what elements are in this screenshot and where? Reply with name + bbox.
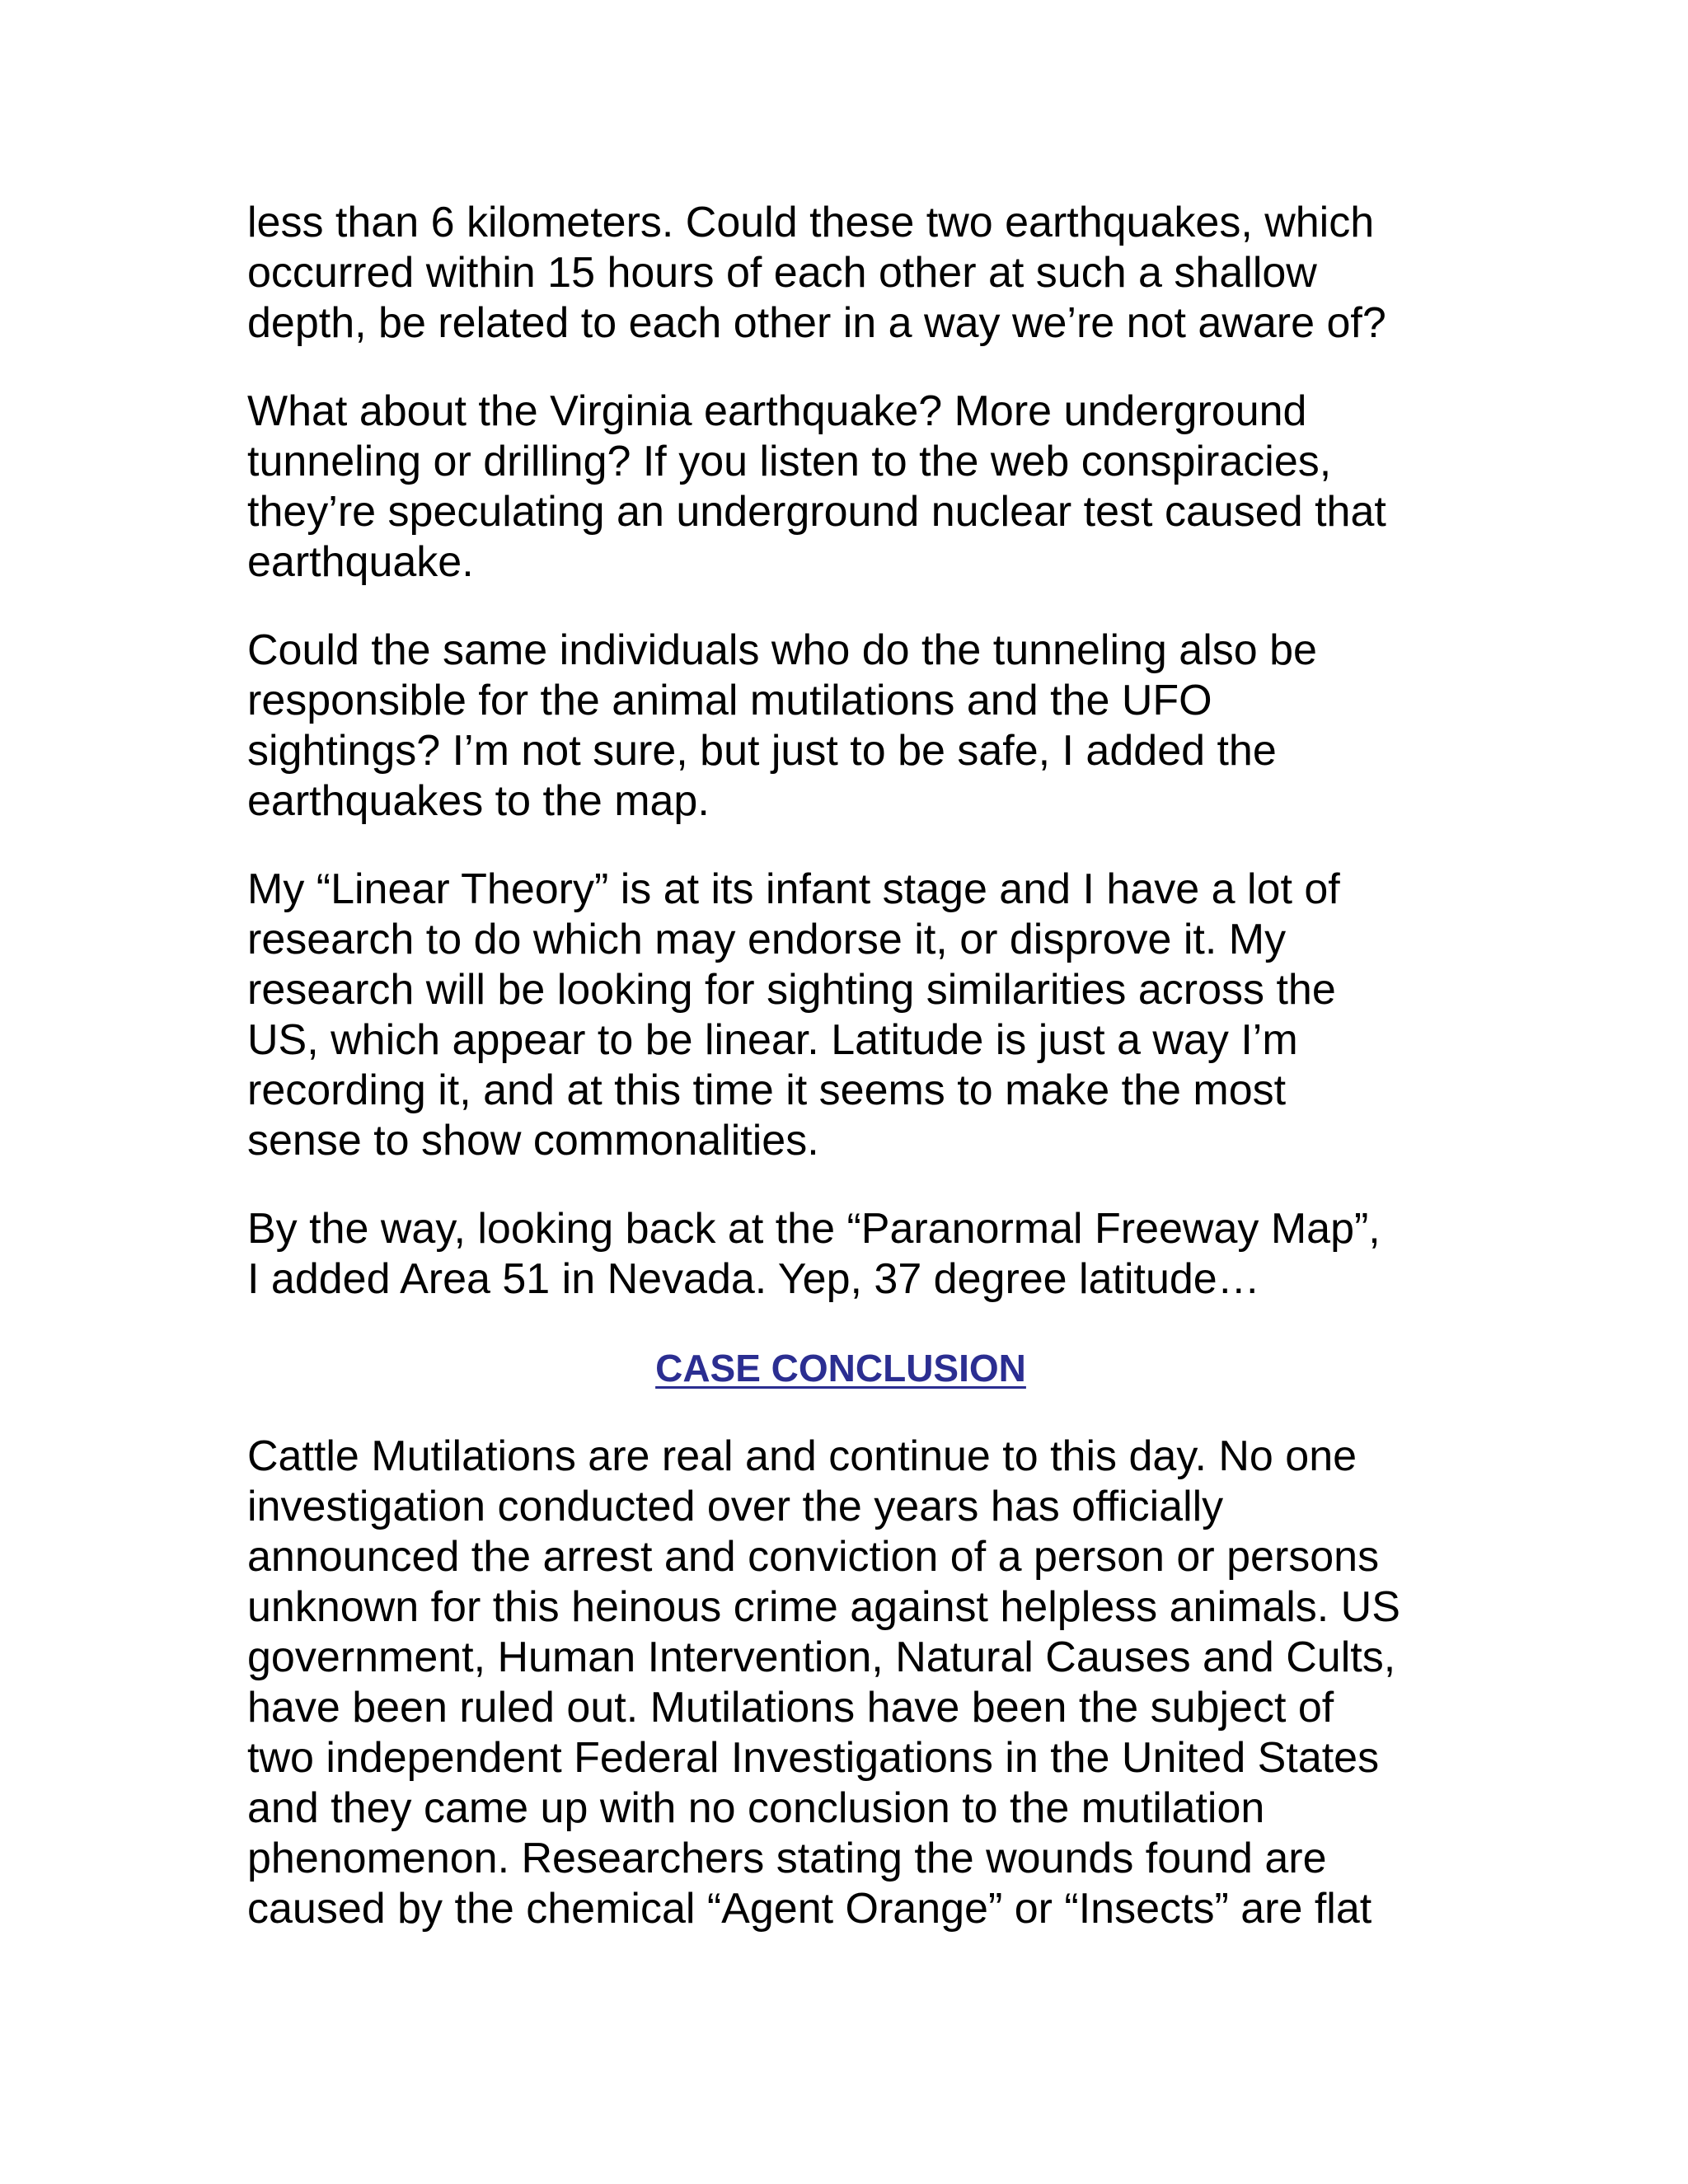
text-line: What about the Virginia earthquake? More underground bbox=[247, 387, 1307, 435]
text-line: Could the same individuals who do the tunneling also be bbox=[247, 626, 1317, 674]
text-line: recording it, and at this time it seems to make the most bbox=[247, 1066, 1287, 1114]
paragraph-earthquake-depth bbox=[247, 198, 1467, 349]
text-line: I added Area 51 in Nevada. Yep, 37 degree latitude… bbox=[247, 1255, 1260, 1303]
text-line: announced the arrest and conviction of a person or persons bbox=[247, 1533, 1380, 1581]
text-line: two independent Federal Investigations in the United States bbox=[247, 1734, 1380, 1782]
paragraph-virginia-earthquake bbox=[247, 387, 1467, 588]
text-line: tunneling or drilling? If you listen to the web conspiracies, bbox=[247, 438, 1332, 485]
text-line: sightings? I’m not sure, but just to be safe, I added the bbox=[247, 727, 1277, 775]
text-line: responsible for the animal mutilations and the UFO bbox=[247, 677, 1212, 724]
text-line: earthquake. bbox=[247, 538, 474, 586]
text-line: sense to show commonalities. bbox=[247, 1117, 819, 1165]
text-line: government, Human Intervention, Natural Causes and Cults, bbox=[247, 1633, 1396, 1681]
text-line: less than 6 kilometers. Could these two earthquakes, which bbox=[247, 199, 1375, 246]
text-line: caused by the chemical “Agent Orange” or “Insects” are flat bbox=[247, 1885, 1372, 1933]
text-line: By the way, looking back at the “Paranormal Freeway Map”, bbox=[247, 1205, 1381, 1253]
text-line: earthquakes to the map. bbox=[247, 777, 710, 825]
text-line: have been ruled out. Mutilations have been the subject of bbox=[247, 1684, 1334, 1732]
text-line: Cattle Mutilations are real and continue to this day. No one bbox=[247, 1432, 1357, 1480]
text-line: occurred within 15 hours of each other at such a shallow bbox=[247, 249, 1317, 297]
text-line: unknown for this heinous crime against helpless animals. US bbox=[247, 1583, 1400, 1631]
text-line: investigation conducted over the years has officially bbox=[247, 1483, 1224, 1530]
text-line: My “Linear Theory” is at its infant stage and I have a lot of bbox=[247, 865, 1340, 913]
text-line: research to do which may endorse it, or disprove it. My bbox=[247, 916, 1287, 963]
paragraph-tunneling bbox=[247, 626, 1467, 827]
text-line: research will be looking for sighting similarities across the bbox=[247, 966, 1336, 1014]
case-conclusion-heading: CASE CONCLUSION bbox=[655, 1347, 1026, 1390]
text-line: US, which appear to be linear. Latitude is just a way I’m bbox=[247, 1016, 1298, 1064]
text-line: and they came up with no conclusion to the mutilation bbox=[247, 1784, 1265, 1832]
section-heading bbox=[247, 1343, 1467, 1394]
text-line: phenomenon. Researchers stating the wounds found are bbox=[247, 1835, 1327, 1882]
text-line: they’re speculating an underground nuclear test caused that bbox=[247, 488, 1386, 536]
paragraph-conclusion bbox=[247, 1432, 1467, 1934]
paragraph-linear-theory bbox=[247, 865, 1467, 1166]
page-body bbox=[247, 198, 1467, 1972]
text-line: depth, be related to each other in a way we’re not aware of? bbox=[247, 299, 1386, 347]
paragraph-area-51 bbox=[247, 1204, 1467, 1305]
